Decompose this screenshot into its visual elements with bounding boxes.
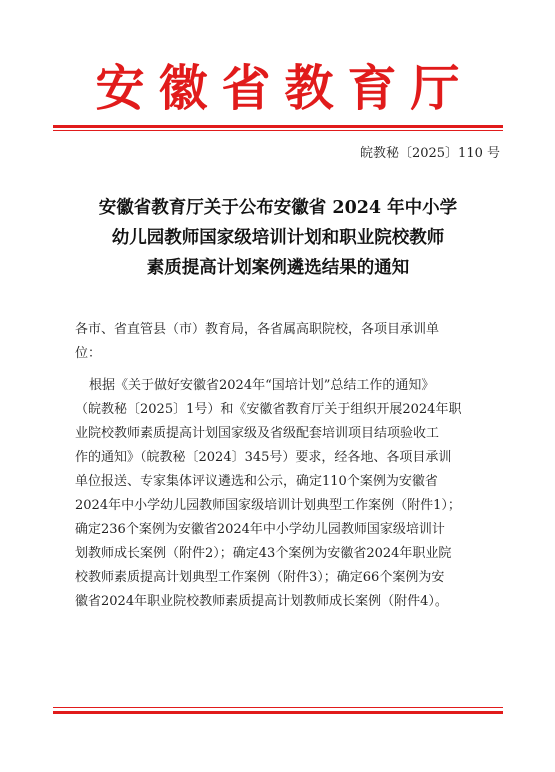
- salutation-line: 位：: [75, 346, 102, 361]
- header-divider-thin: [53, 130, 503, 131]
- paragraph-line: 划教师成长案例（附件2）；确定43个案例为安徽省2024年职业院: [75, 546, 452, 561]
- footer-divider-thin: [53, 707, 503, 708]
- paragraph-line: 确定236个案例为安徽省2024年中小学幼儿园教师国家级培训计: [75, 522, 445, 537]
- footer-divider-thick: [53, 711, 503, 714]
- paragraph-line: 业院校教师素质提高计划国家级及省级配套培训项目结项验收工: [75, 426, 440, 441]
- document-number: 皖教秘〔2025〕110 号: [359, 146, 500, 161]
- paragraph-line: 徽省2024年职业院校教师素质提高计划教师成长案例（附件4）。: [75, 594, 448, 609]
- paragraph-line: 作的通知》（皖教秘〔2024〕345号）要求，经各地、各项目承训: [75, 450, 452, 465]
- issuing-authority-header: 安徽省教育厅: [95, 59, 474, 117]
- salutation: [75, 318, 495, 366]
- paragraph-line: 单位报送、专家集体评议遴选和公示，确定110个案例为安徽省: [75, 474, 438, 489]
- notice-title-line: 安徽省教育厅关于公布安徽省 2024 年中小学: [98, 198, 458, 218]
- header-divider-thick: [53, 125, 503, 128]
- paragraph-line: （皖教秘〔2025〕1号）和《安徽省教育厅关于组织开展2024年职: [75, 402, 462, 417]
- paragraph-line: 根据《关于做好安徽省2024年“国培计划”总结工作的通知》: [89, 378, 435, 393]
- body-paragraph: [75, 374, 495, 614]
- paragraph-line: 2024年中小学幼儿园教师国家级培训计划典型工作案例（附件1）；: [75, 498, 461, 513]
- paragraph-line: 校教师素质提高计划典型工作案例（附件3）；确定66个案例为安: [75, 570, 445, 585]
- notice-title: [53, 193, 503, 283]
- salutation-line: 各市、省直管县（市）教育局，各省属高职院校，各项目承训单: [75, 322, 440, 337]
- notice-title-line: 幼儿园教师国家级培训计划和职业院校教师: [111, 228, 445, 248]
- notice-title-line: 素质提高计划案例遴选结果的通知: [146, 258, 410, 278]
